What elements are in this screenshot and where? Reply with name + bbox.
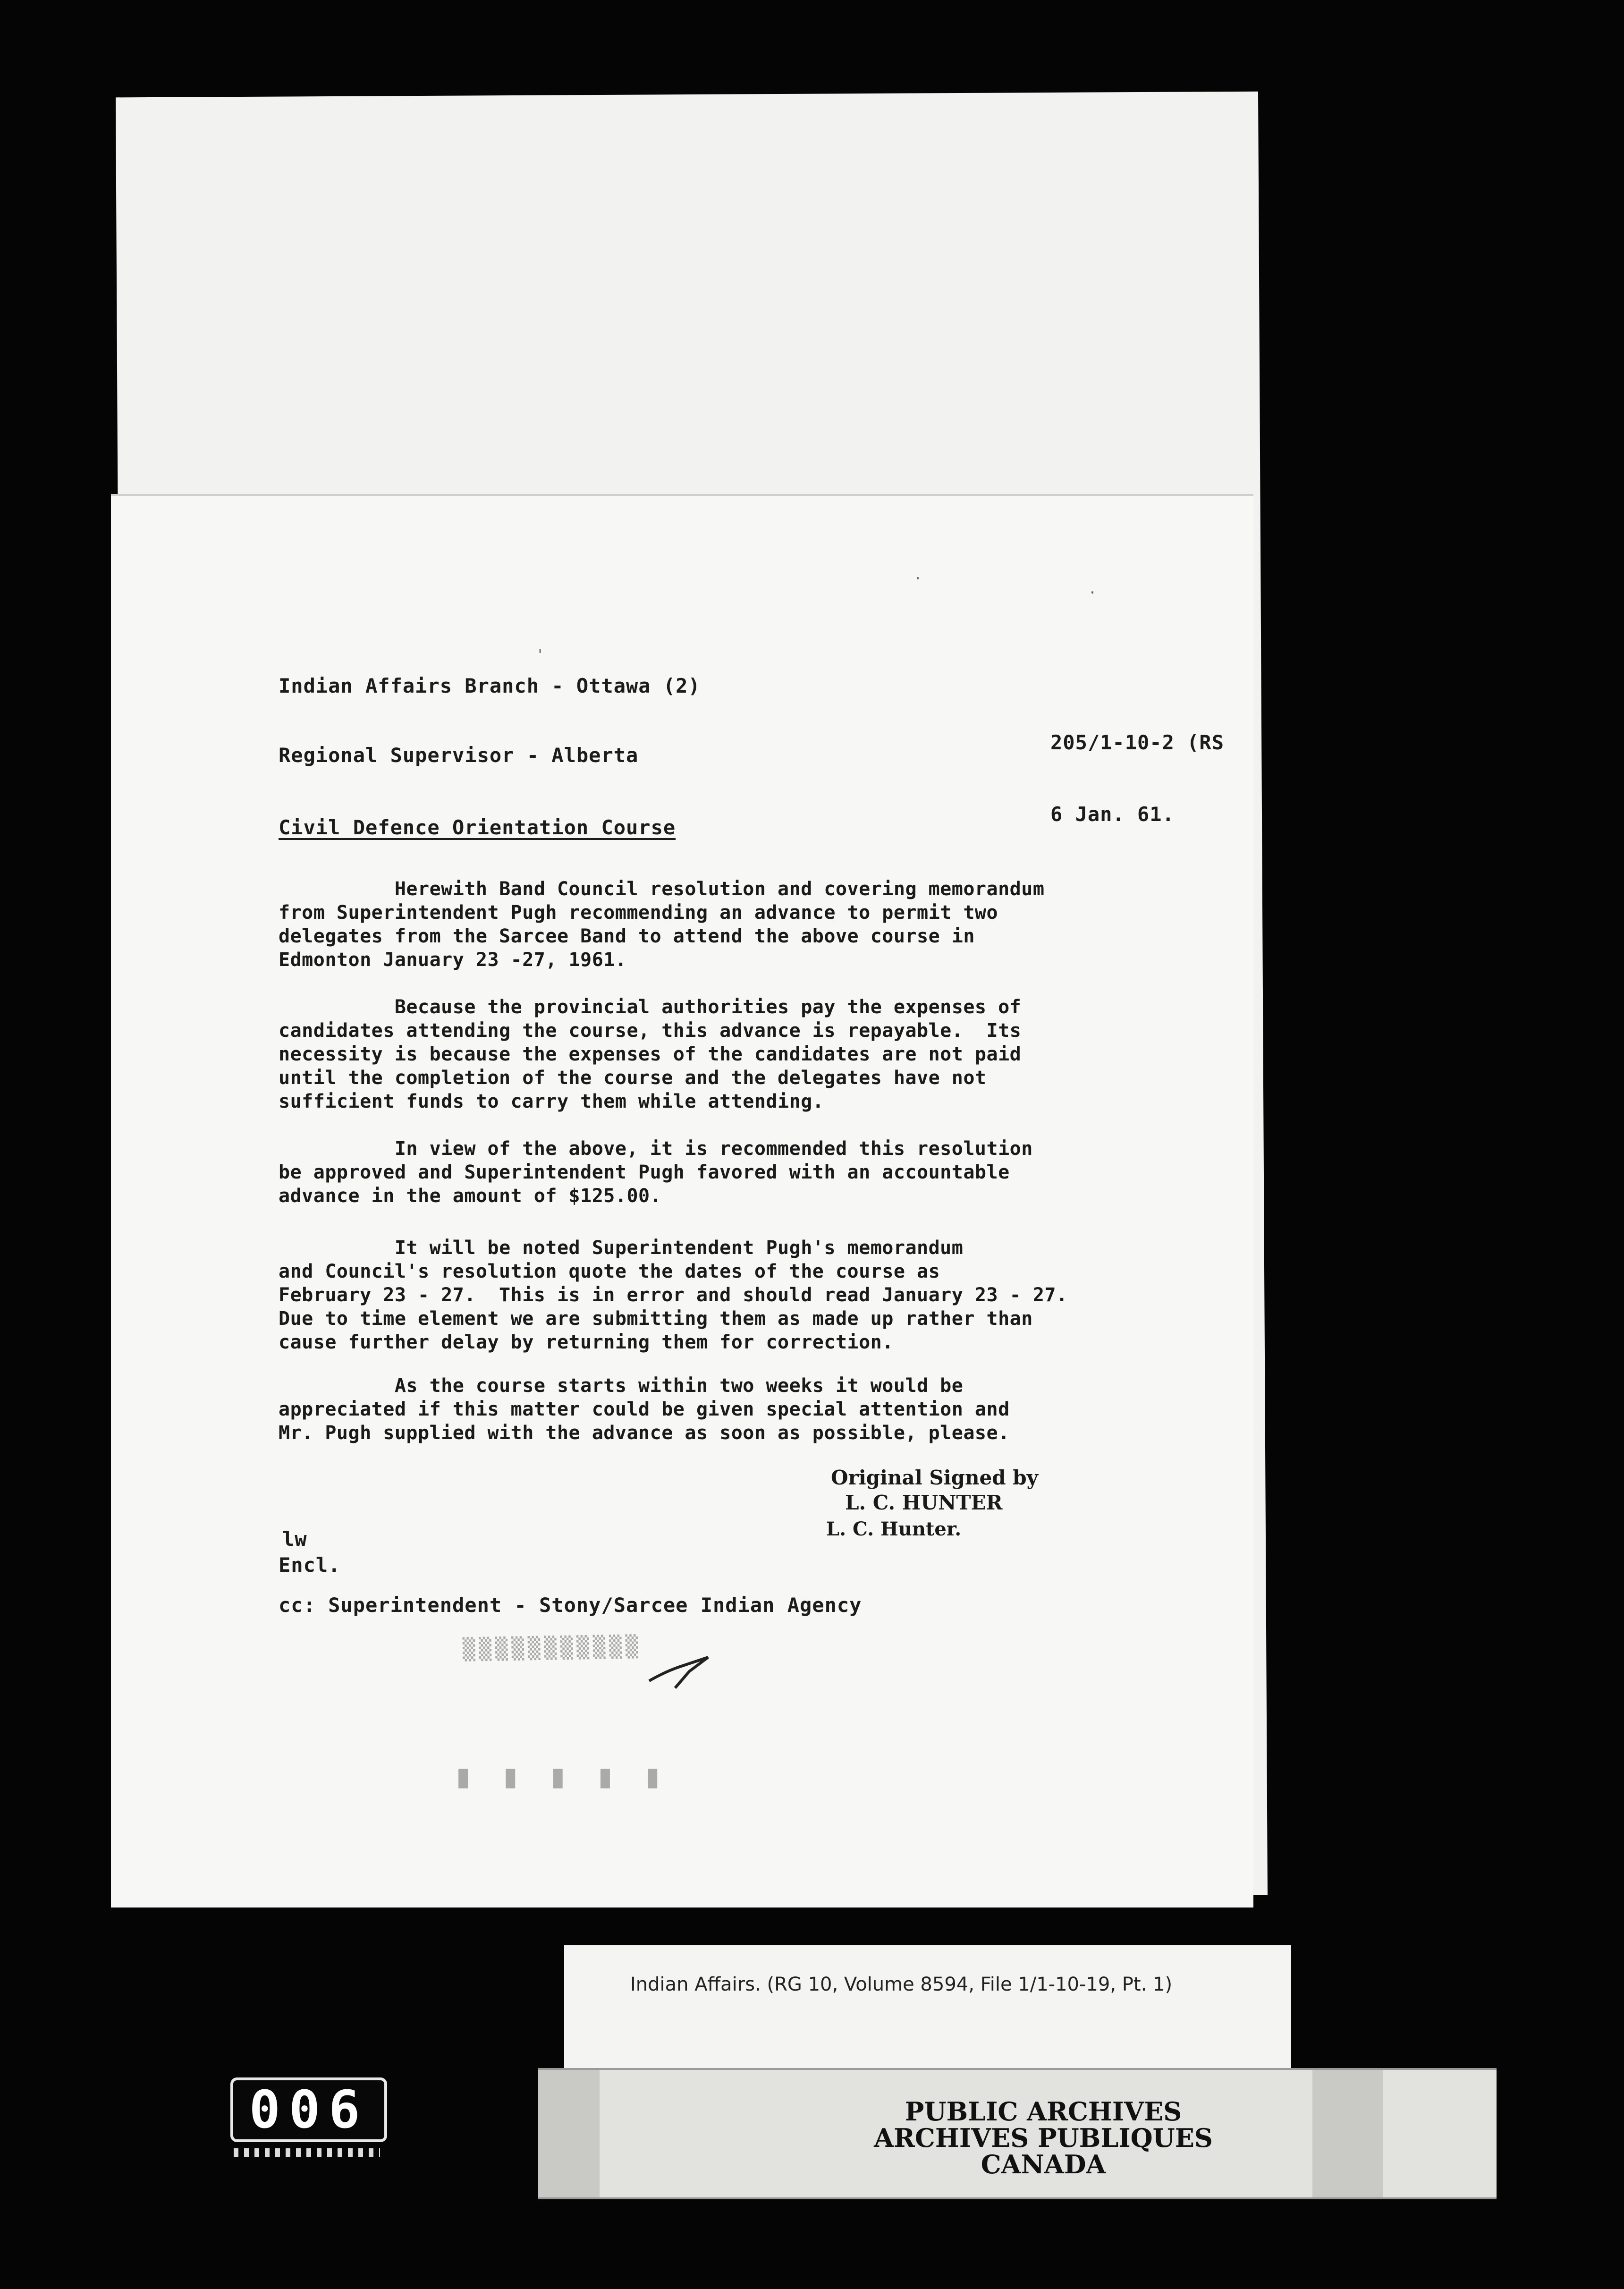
strip-shade [1312, 2070, 1383, 2197]
pen-mark-icon [647, 1653, 713, 1690]
film-sprocket-holes [234, 2148, 380, 2157]
speck: . [914, 567, 922, 583]
speck: . [1088, 581, 1097, 597]
archives-label-strip [538, 2068, 1497, 2199]
signature-stamp-line1: Original Signed by [831, 1466, 1038, 1489]
strip-shade [538, 2070, 600, 2197]
film-frame-number: 006 [230, 2077, 387, 2142]
memo-to: Indian Affairs Branch - Ottawa (2) [279, 674, 701, 697]
paragraph-5: As the course starts within two weeks it would be appreciated if this matter could be given special attention and Mr. Pugh supplied with the advance as soon as possible, please. [279, 1375, 1010, 1444]
speck: ' [536, 647, 545, 663]
memo-subject: Civil Defence Orientation Course [279, 816, 676, 839]
memo-date: 6 Jan. 61. [1050, 803, 1175, 826]
signature-stamp-line2: L. C. HUNTER [845, 1491, 1003, 1514]
faint-stamp-mark: ▮ ▮ ▮ ▮ ▮ [453, 1756, 667, 1795]
enclosure-note: Encl. [279, 1553, 341, 1577]
paragraph-2: Because the provincial authorities pay the expenses of candidates attending the course, this advance is repayable. Its necessity is because the expenses of the candidates are not paid until the completion of the course and the delegates have not sufficient funds to carry them while attending. [279, 996, 1022, 1112]
cc-line: cc: Superintendent - Stony/Sarcee Indian Agency [279, 1594, 862, 1617]
typist-initials: lw [282, 1527, 307, 1551]
signature-typed-name: L. C. Hunter. [826, 1518, 962, 1540]
archive-citation: Indian Affairs. (RG 10, Volume 8594, File 1/1-10-19, Pt. 1) [630, 1974, 1173, 1995]
paragraph-1: Herewith Band Council resolution and covering memorandum from Superintendent Pugh recommending an advance to permit two delegates from the Sarcee Band to attend the above course in Edmonton January 23 -27, 1961. [279, 878, 1045, 971]
file-reference: 205/1-10-2 (RS [1050, 731, 1225, 754]
faint-stamp-mark: ▒▒▒▒▒▒▒▒▒▒▒ [462, 1634, 642, 1662]
paragraph-3: In view of the above, it is recommended this resolution be approved and Superintendent Pugh favored with an accountable advance in the amount of $125.00. [279, 1138, 1033, 1207]
paragraph-4: It will be noted Superintendent Pugh's memorandum and Council's resolution quote the dates of the course as February 23 - 27. This is in error and should read January 23 - 27. Due to time element we are submitting them as made up rather than cause further delay by returning them for correction. [279, 1237, 1068, 1353]
archives-label: PUBLIC ARCHIVES ARCHIVES PUBLIQUES CANADA [874, 2096, 1213, 2179]
memo-from: Regional Supervisor - Alberta [279, 744, 639, 767]
